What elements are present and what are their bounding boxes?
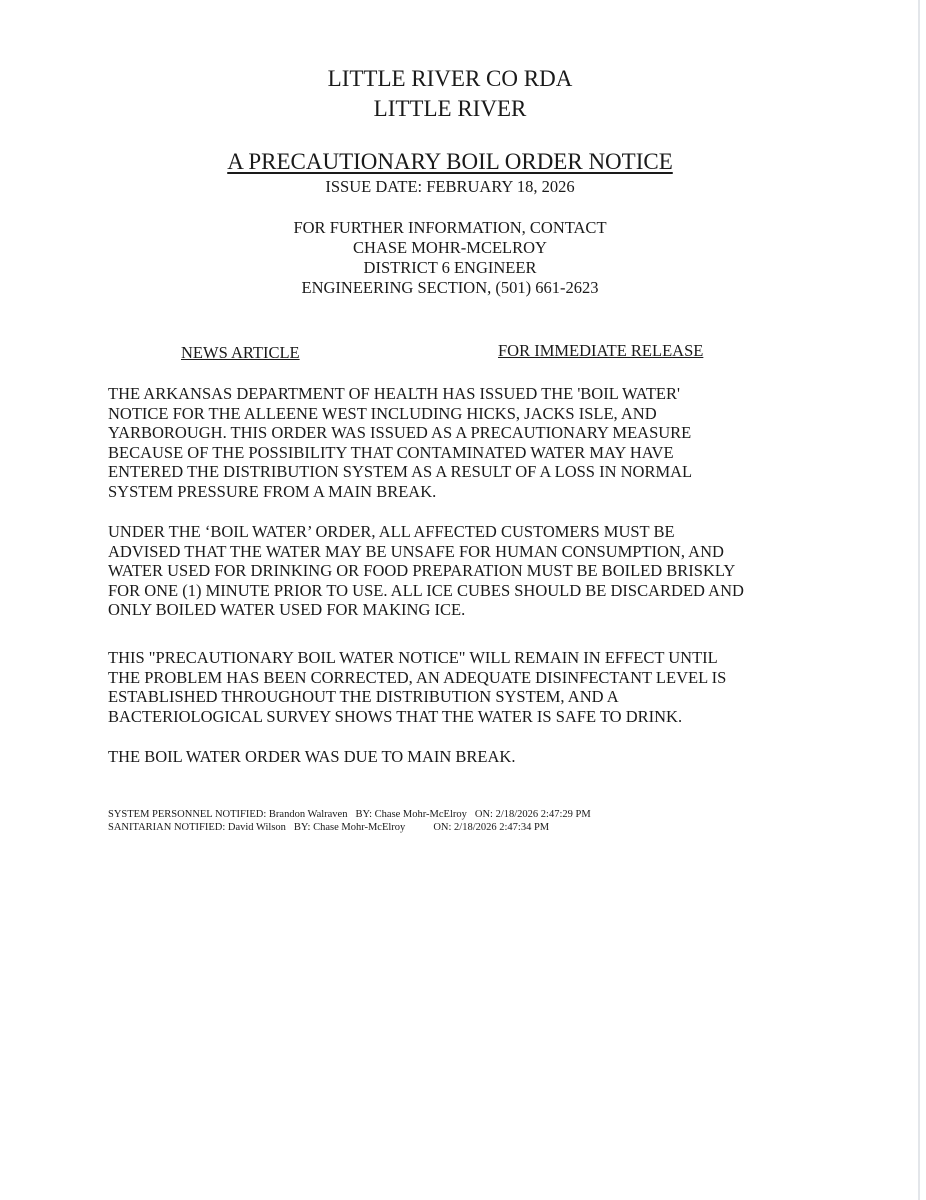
paragraph-line: UNDER THE ‘BOIL WATER’ ORDER, ALL AFFECTED CUSTOMERS MUST BE [108, 522, 675, 541]
paragraph-line: YARBOROUGH. THIS ORDER WAS ISSUED AS A PRECAUTIONARY MEASURE [108, 423, 692, 442]
sanitarian-notification-line [108, 821, 549, 834]
issue-date: ISSUE DATE: FEBRUARY 18, 2026 [325, 177, 575, 196]
paragraph-line: THE BOIL WATER ORDER WAS DUE TO MAIN BREAK. [108, 747, 516, 766]
immediate-release-label: FOR IMMEDIATE RELEASE [498, 341, 704, 360]
paragraph-line: BECAUSE OF THE POSSIBILITY THAT CONTAMINATED WATER MAY HAVE [108, 442, 674, 462]
paragraph-line: THIS "PRECAUTIONARY BOIL WATER NOTICE" WILL REMAIN IN EFFECT UNTIL [108, 648, 718, 667]
contact-title: DISTRICT 6 ENGINEER [363, 258, 537, 277]
system-notified-on: ON: 2/18/2026 2:47:29 PM [474, 809, 591, 820]
paragraph-line: FOR ONE (1) MINUTE PRIOR TO USE. ALL ICE CUBES SHOULD BE DISCARDED AND [108, 580, 744, 600]
organization-area: LITTLE RIVER [373, 96, 527, 121]
contact-phone: ENGINEERING SECTION, (501) 661-2623 [301, 278, 599, 297]
system-notified-by: BY: Chase Mohr-McElroy [355, 809, 467, 820]
paragraph-notice [108, 384, 828, 501]
paragraph-line: WATER USED FOR DRINKING OR FOOD PREPARATION MUST BE BOILED BRISKLY [108, 561, 736, 580]
paragraph-line: BACTERIOLOGICAL SURVEY SHOWS THAT THE WATER IS SAFE TO DRINK. [108, 706, 683, 726]
paragraph-line: ENTERED THE DISTRIBUTION SYSTEM AS A RESULT OF A LOSS IN NORMAL [108, 462, 693, 481]
paragraph-line: SYSTEM PRESSURE FROM A MAIN BREAK. [108, 481, 437, 501]
contact-intro: FOR FURTHER INFORMATION, CONTACT [293, 218, 607, 237]
contact-block [0, 218, 900, 298]
contact-name: CHASE MOHR-MCELROY [353, 238, 547, 257]
system-notification-line [108, 808, 591, 821]
paragraph-cause [108, 747, 828, 767]
paragraph-instructions [108, 522, 828, 620]
organization-header [0, 64, 900, 124]
paragraph-line: ADVISED THAT THE WATER MAY BE UNSAFE FOR HUMAN CONSUMPTION, AND [108, 541, 724, 561]
paragraph-duration [108, 648, 828, 726]
notice-title: A PRECAUTIONARY BOIL ORDER NOTICE [227, 149, 673, 174]
sanitarian-notified-on: ON: 2/18/2026 2:47:34 PM [433, 822, 550, 833]
paragraph-line: THE PROBLEM HAS BEEN CORRECTED, AN ADEQUATE DISINFECTANT LEVEL IS [108, 667, 727, 687]
paragraph-line: NOTICE FOR THE ALLEENE WEST INCLUDING HICKS, JACKS ISLE, AND [108, 403, 657, 423]
page-edge [918, 0, 920, 1200]
organization-name: LITTLE RIVER CO RDA [327, 66, 573, 91]
paragraph-line: THE ARKANSAS DEPARTMENT OF HEALTH HAS ISSUED THE 'BOIL WATER' [108, 384, 680, 403]
news-article-label: NEWS ARTICLE [181, 343, 300, 362]
sanitarian-notified-by: BY: Chase Mohr-McElroy [293, 822, 406, 833]
system-notified-text: SYSTEM PERSONNEL NOTIFIED: Brandon Walraven [108, 809, 348, 820]
sanitarian-notified-text: SANITARIAN NOTIFIED: David Wilson [108, 822, 286, 833]
paragraph-line: ONLY BOILED WATER USED FOR MAKING ICE. [108, 600, 466, 619]
paragraph-line: ESTABLISHED THROUGHOUT THE DISTRIBUTION SYSTEM, AND A [108, 687, 619, 706]
